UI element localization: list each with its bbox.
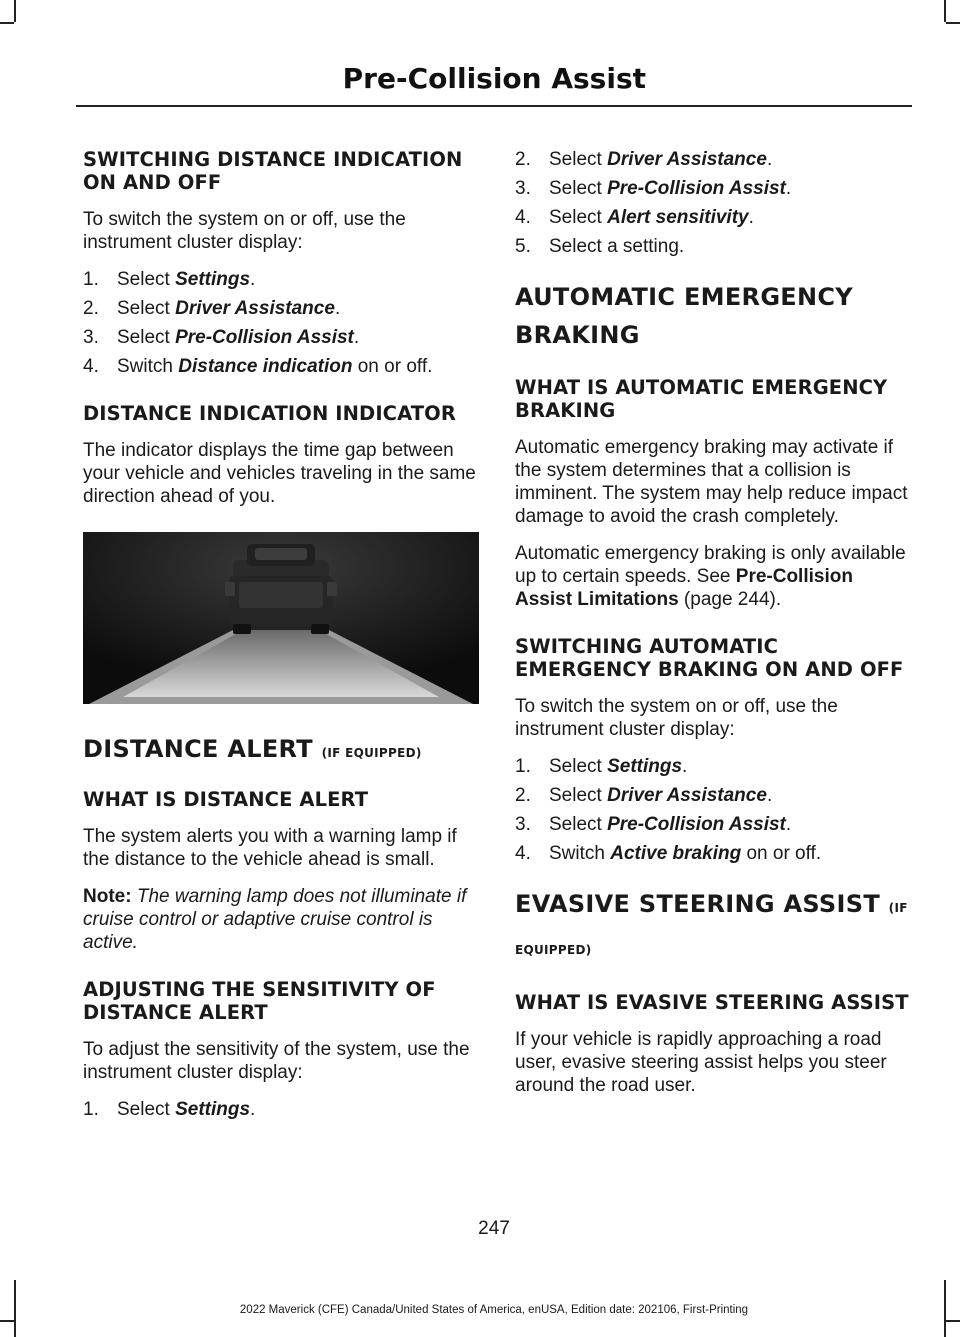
section-subheading: WHAT IS DISTANCE ALERT xyxy=(83,788,369,811)
section-heading: DISTANCE INDICATION INDICATOR xyxy=(83,402,456,425)
vehicle-ahead-icon xyxy=(83,532,479,704)
section-heading: EQUIPPED) xyxy=(515,943,592,957)
list-item: 4. Switch Distance indication on or off. xyxy=(83,356,433,377)
distance-indicator-illustration xyxy=(83,532,479,704)
list-item: 2. Select Driver Assistance. xyxy=(83,298,341,319)
paragraph: To switch the system on or off, use the instrument cluster display: xyxy=(515,696,838,740)
crop-mark xyxy=(946,1320,960,1322)
page-number: 247 xyxy=(478,1218,510,1239)
section-heading: EVASIVE STEERING ASSIST (IF xyxy=(515,890,908,918)
step-list xyxy=(515,148,910,258)
section-heading: SWITCHING DISTANCE INDICATION ON AND OFF xyxy=(83,148,463,194)
list-item: 1. Select Settings. xyxy=(83,1099,256,1120)
section-heading: SWITCHING AUTOMATIC EMERGENCY BRAKING ON AND OFF xyxy=(515,635,904,681)
section-subheading: WHAT IS AUTOMATIC EMERGENCY BRAKING xyxy=(515,376,888,422)
list-item: 2. Select Driver Assistance. xyxy=(515,149,773,170)
section-heading: ADJUSTING THE SENSITIVITY OF DISTANCE ALERT xyxy=(83,978,436,1024)
list-item: 3. Select Pre-Collision Assist. xyxy=(515,178,792,199)
crop-mark xyxy=(0,22,14,24)
paragraph: To adjust the sensitivity of the system, use the instrument cluster display: xyxy=(83,1039,470,1083)
paragraph: The indicator displays the time gap between your vehicle and vehicles traveling in the same direction ahead of you. xyxy=(83,440,476,507)
paragraph: If your vehicle is rapidly approaching a road user, evasive steering assist helps you steer around the road user. xyxy=(515,1029,887,1096)
header-divider xyxy=(76,105,912,107)
paragraph: Automatic emergency braking may activate if the system determines that a collision is imminent. The system may help reduce impact damage to avoid the crash completely. xyxy=(515,437,908,527)
left-column xyxy=(83,148,479,1145)
list-item: 2. Select Driver Assistance. xyxy=(515,785,773,806)
section-heading: AUTOMATIC EMERGENCY xyxy=(515,283,853,311)
step-list xyxy=(515,755,910,865)
list-item: 3. Select Pre-Collision Assist. xyxy=(515,814,792,835)
section-heading: BRAKING xyxy=(515,321,640,349)
paragraph: To switch the system on or off, use the instrument cluster display: xyxy=(83,209,406,253)
list-item: 1. Select Settings. xyxy=(515,756,688,777)
list-item: 4. Select Alert sensitivity. xyxy=(515,207,754,228)
section-heading: DISTANCE ALERT (IF EQUIPPED) xyxy=(83,735,422,763)
crop-mark xyxy=(944,0,946,22)
list-item: 5. Select a setting. xyxy=(515,236,685,257)
step-list xyxy=(83,1098,479,1121)
list-item: 1. Select Settings. xyxy=(83,269,256,290)
paragraph: Automatic emergency braking is only available up to certain speeds. See Pre-Collision Assist Limitations (page 244). xyxy=(515,543,906,610)
page-title: Pre-Collision Assist xyxy=(342,62,646,95)
edition-info: 2022 Maverick (CFE) Canada/United States of America, enUSA, Edition date: 202106, First-Printing xyxy=(239,1304,749,1316)
list-item: 3. Select Pre-Collision Assist. xyxy=(83,327,360,348)
list-item: 4. Switch Active braking on or off. xyxy=(515,843,822,864)
crop-mark xyxy=(14,0,16,22)
crop-mark xyxy=(946,22,960,24)
crop-mark xyxy=(0,1320,14,1322)
step-list xyxy=(83,268,479,378)
section-subheading: WHAT IS EVASIVE STEERING ASSIST xyxy=(515,991,909,1014)
note: Note: The warning lamp does not illuminate if cruise control or adaptive cruise control is active. xyxy=(83,886,467,953)
cross-reference-link[interactable]: Pre-Collision Assist Limitations xyxy=(515,566,853,610)
right-column xyxy=(515,148,910,1111)
paragraph: The system alerts you with a warning lamp if the distance to the vehicle ahead is small. xyxy=(83,826,457,870)
